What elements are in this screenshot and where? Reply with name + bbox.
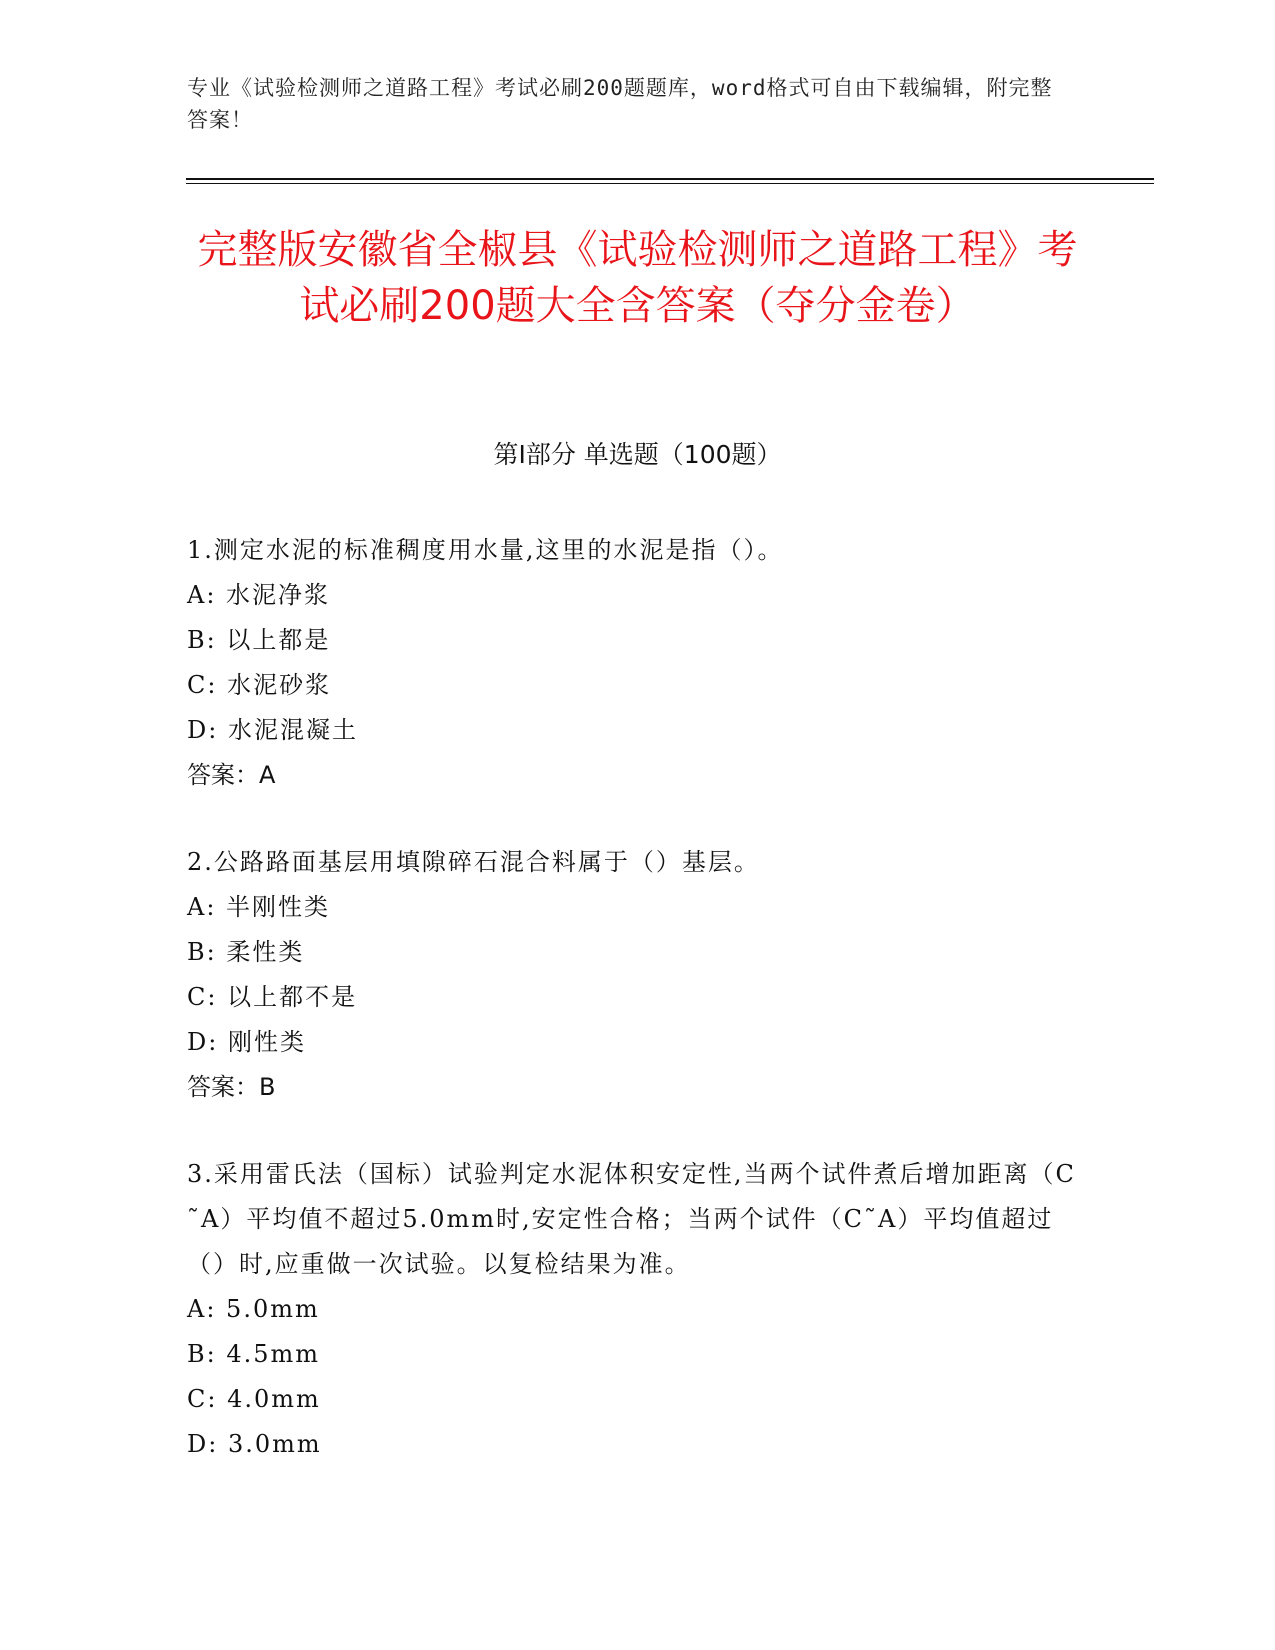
option-b: B: 4.5mm <box>187 1340 321 1368</box>
question-text: 3.采用雷氏法（国标）试验判定水泥体积安定性,当两个试件煮后增加距离（C˜A）平均值不超过5.0mm时,安定性合格；当两个试件（C˜A）平均值超过（）时,应重做一次试验。以复检结果为准。 <box>187 1160 1076 1278</box>
answer-label: 答案：B <box>187 1073 276 1101</box>
option-c: C: 4.0mm <box>187 1385 321 1413</box>
answer-label: 答案：A <box>187 761 276 789</box>
option-d: D: 水泥混凝土 <box>187 716 358 744</box>
header-note: 专业《试验检测师之道路工程》考试必刷200题题库，word格式可自由下载编辑，附完整答案！ <box>187 76 1053 132</box>
option-d: D: 3.0mm <box>187 1430 322 1458</box>
question-1 <box>187 528 1077 798</box>
option-b: B: 柔性类 <box>187 938 305 966</box>
header-rule-thin <box>186 183 1154 184</box>
option-a: A: 水泥净浆 <box>187 581 331 609</box>
option-c: C: 水泥砂浆 <box>187 671 332 699</box>
question-2 <box>187 840 1077 1110</box>
option-d: D: 刚性类 <box>187 1028 306 1056</box>
option-a: A: 半刚性类 <box>187 893 331 921</box>
option-a: A: 5.0mm <box>187 1295 320 1323</box>
question-text: 2.公路路面基层用填隙碎石混合料属于（）基层。 <box>187 848 760 876</box>
option-c: C: 以上都不是 <box>187 983 358 1011</box>
question-3 <box>187 1152 1077 1467</box>
document-title: 完整版安徽省全椒县《试验检测师之道路工程》考试必刷200题大全含答案（夺分金卷） <box>197 227 1078 329</box>
question-list <box>187 528 1077 1509</box>
header-rule-thick <box>186 178 1154 180</box>
option-b: B: 以上都是 <box>187 626 331 654</box>
section-title: 第I部分 单选题（100题） <box>493 440 782 469</box>
question-text: 1.测定水泥的标准稠度用水量,这里的水泥是指（）。 <box>187 536 784 564</box>
